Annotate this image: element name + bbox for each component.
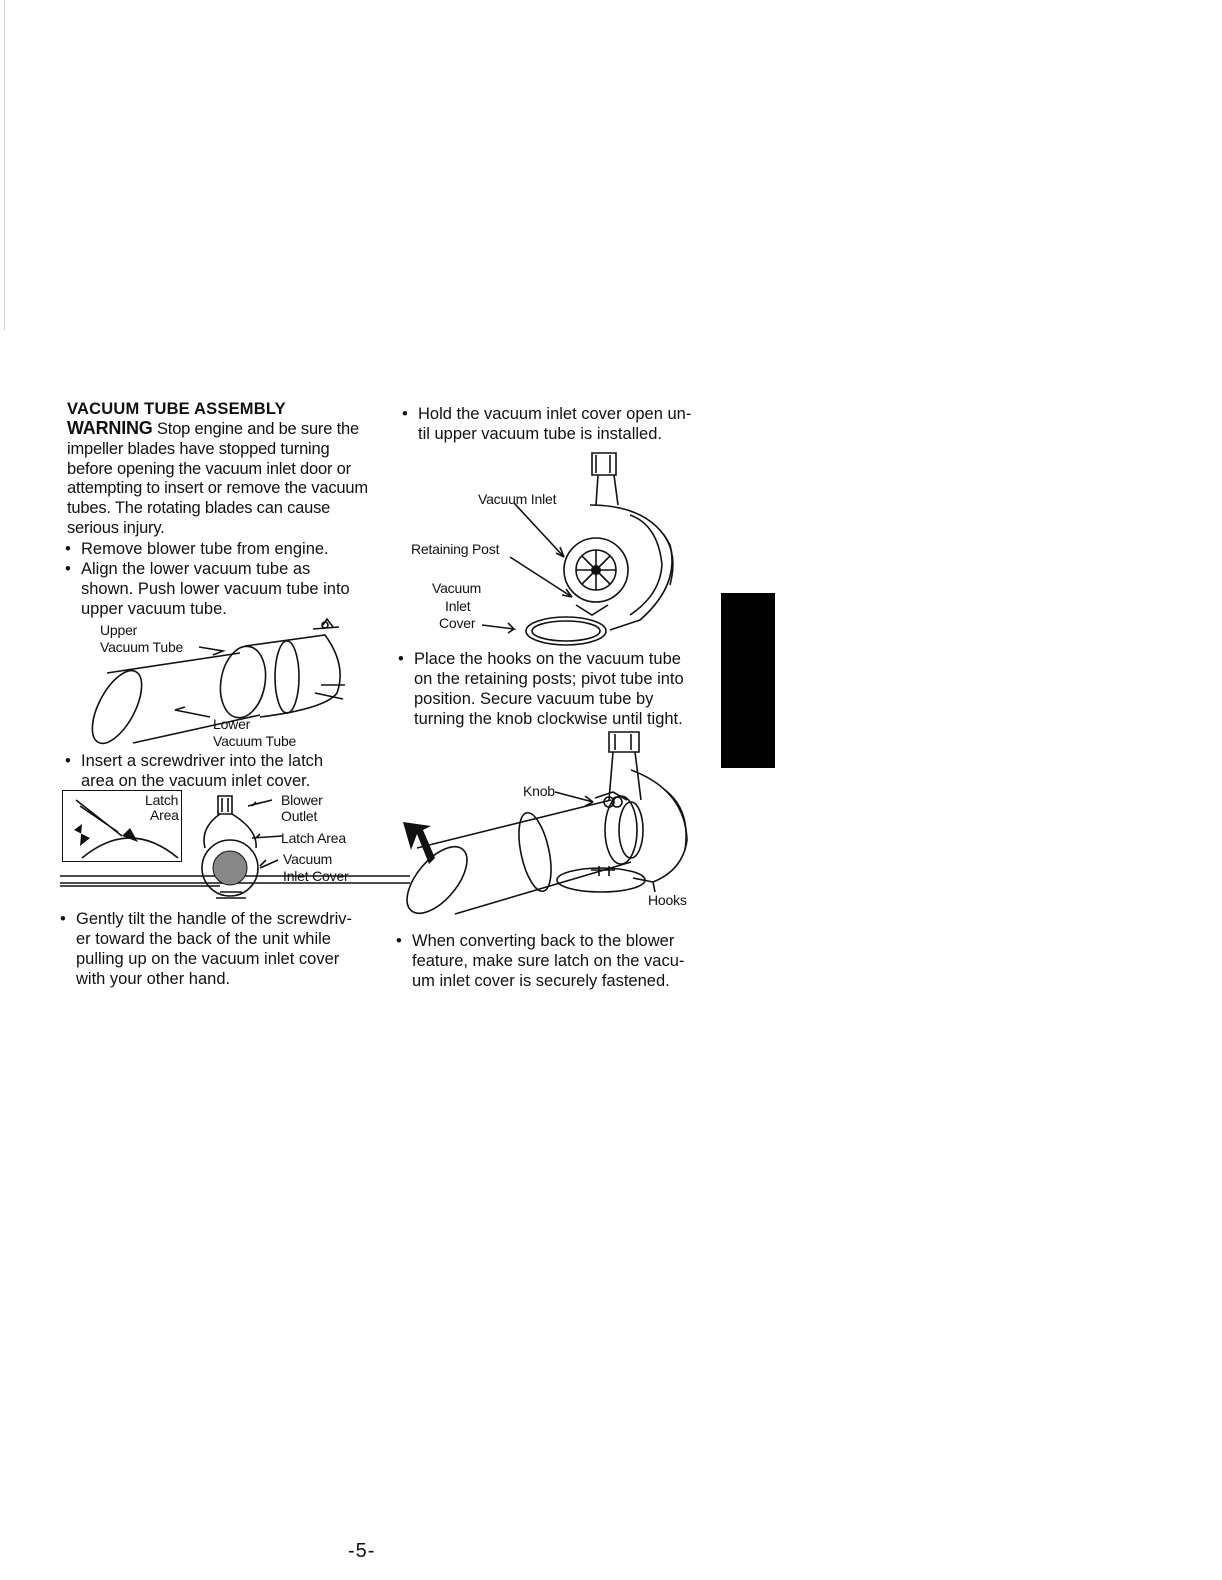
label-inlet-cover: Inlet Cover — [283, 868, 349, 884]
warning-label: WARNING — [67, 418, 153, 438]
label-hooks: Hooks — [648, 892, 687, 908]
scan-margin-line — [4, 0, 5, 330]
label-cover-inlet: Inlet — [445, 598, 471, 614]
label-blower-outlet: Outlet — [281, 808, 318, 824]
bullet-place-hooks: • Place the hooks on the vacuum tube on the retaining posts; pivot tube into position. Secure vacuum tube by turning the knob clockwise until tight. — [398, 650, 684, 728]
label-retaining-post: Retaining Post — [411, 541, 500, 557]
latch-drawing — [60, 788, 400, 908]
label-inset-area: Area — [150, 807, 179, 823]
knob-drawing — [395, 730, 695, 920]
label-vacuum-inlet: Vacuum Inlet — [478, 491, 557, 507]
page-number: -5- — [348, 1540, 376, 1562]
section-title: VACUUM TUBE ASSEMBLY — [67, 400, 286, 418]
label-lower: Lower — [213, 716, 251, 732]
label-lower-vacuum-tube: Vacuum Tube — [213, 733, 297, 749]
label-knob: Knob — [523, 783, 555, 799]
warning-paragraph — [67, 419, 377, 539]
label-cover-vacuum: Vacuum — [432, 580, 482, 596]
label-upper: Upper — [100, 622, 138, 638]
warning-text: Stop engine and be sure the impeller blades have stopped turning before opening the vacuum inlet door or attempting to insert or remove the vacuum tubes. The rotating blades can cause serious injury. — [67, 420, 368, 537]
label-vacuum: Vacuum — [283, 851, 333, 867]
section-tab-marker — [721, 593, 775, 768]
label-latch-area: Latch Area — [281, 830, 346, 846]
label-blower: Blower — [281, 792, 323, 808]
label-inset-latch: Latch — [145, 792, 179, 808]
label-cover-cover: Cover — [439, 615, 476, 631]
bullet-converting-back: • When converting back to the blower feature, make sure latch on the vacu- um inlet cover is securely fastened. — [396, 932, 685, 990]
left-column — [67, 400, 382, 539]
bullet-hold-inlet-cover: • Hold the vacuum inlet cover open un- til upper vacuum tube is installed. — [402, 405, 692, 443]
bullet-insert-screwdriver: • Insert a screwdriver into the latch area on the vacuum inlet cover. — [65, 752, 324, 790]
label-upper-vacuum-tube: Vacuum Tube — [100, 639, 184, 655]
bullet-align-lower-tube: • Align the lower vacuum tube as shown. Push lower vacuum tube into upper vacuum tube. — [65, 560, 350, 618]
bullet-tilt-screwdriver: • Gently tilt the handle of the screwdriv- er toward the back of the unit while pulling up on the vacuum inlet cover with your other hand. — [60, 910, 353, 988]
